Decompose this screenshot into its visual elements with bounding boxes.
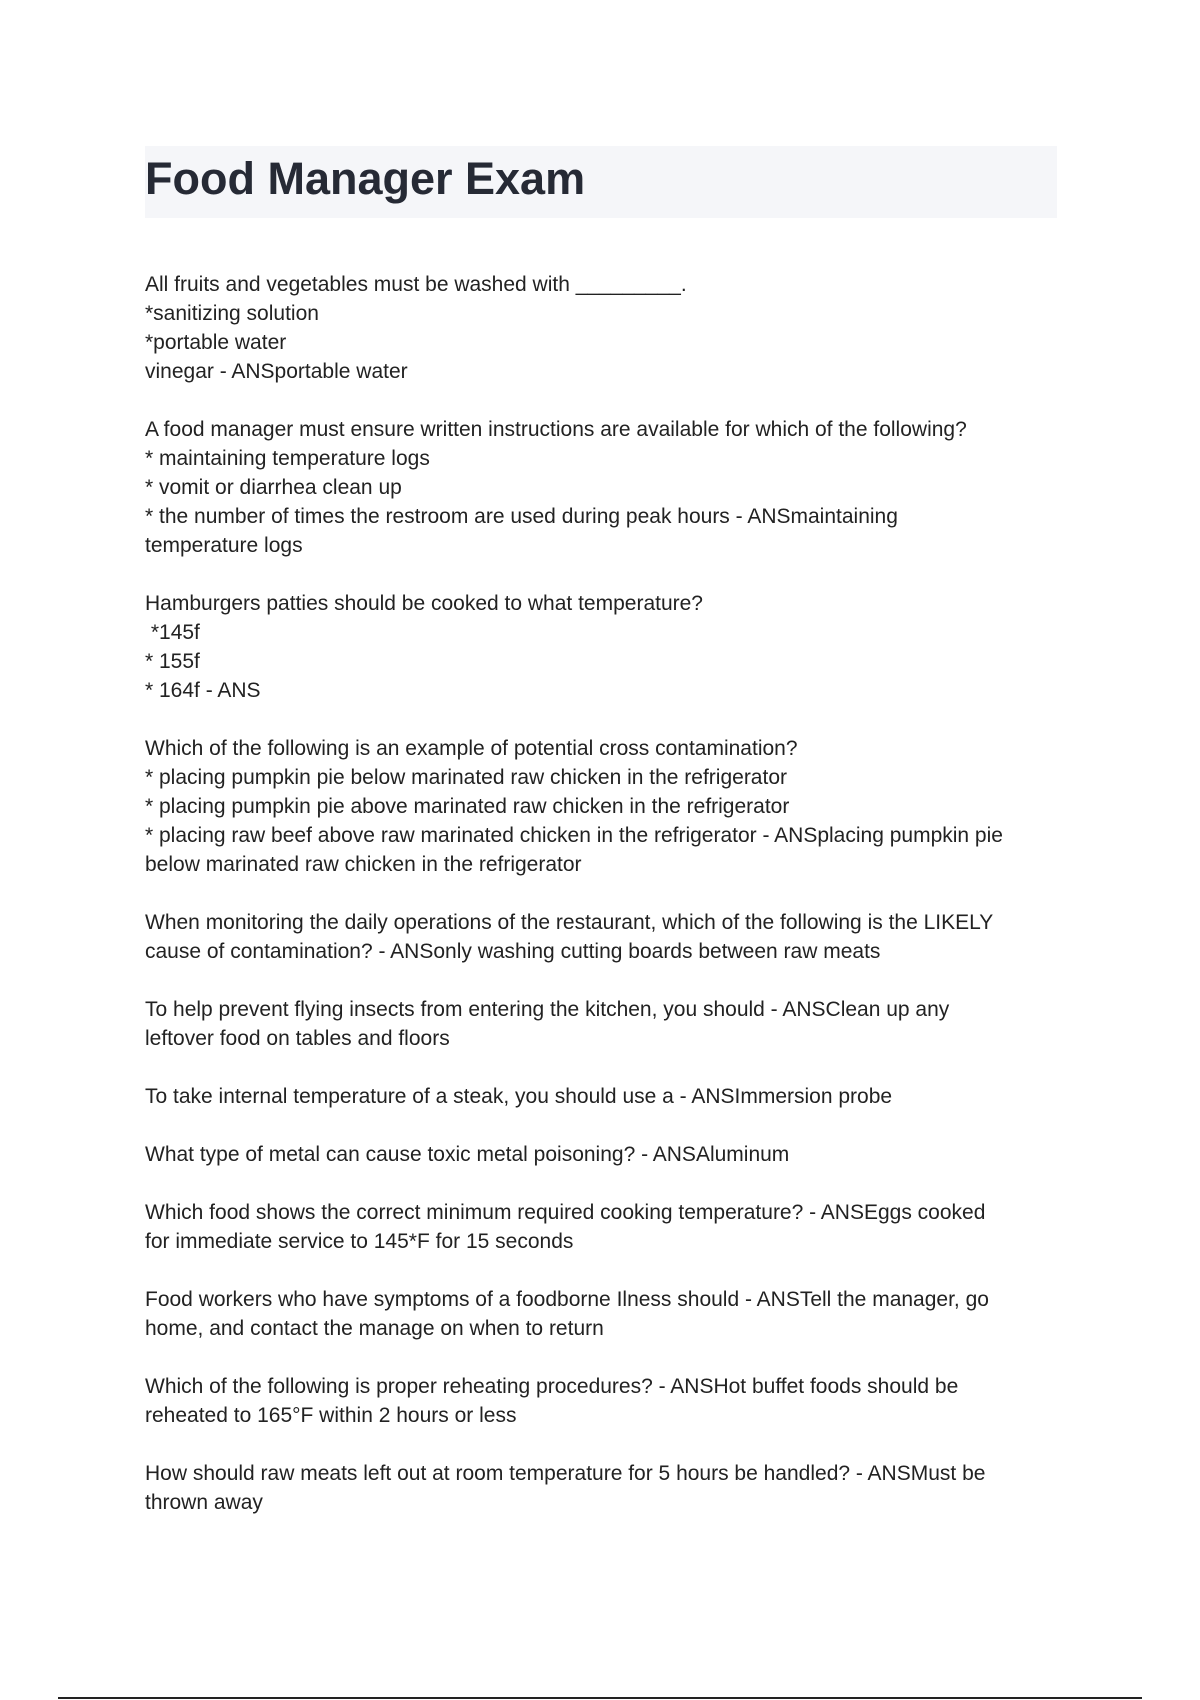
question-line: * placing pumpkin pie below marinated raw chicken in the refrigerator (145, 766, 787, 789)
question-line: *sanitizing solution (145, 302, 319, 325)
question-line: *145f (145, 621, 200, 644)
question-line: cause of contamination? - ANSonly washing cutting boards between raw meats (145, 940, 881, 963)
question-line: To take internal temperature of a steak, you should use a - ANSImmersion probe (145, 1085, 893, 1108)
question-item (145, 1285, 1065, 1343)
footer-divider (58, 1697, 1142, 1699)
question-line: To help prevent flying insects from entering the kitchen, you should - ANSClean up any (145, 998, 950, 1021)
question-item (145, 1082, 1065, 1111)
question-line: Hamburgers patties should be cooked to what temperature? (145, 592, 703, 615)
question-line: What type of metal can cause toxic metal poisoning? - ANSAluminum (145, 1143, 790, 1166)
question-line: All fruits and vegetables must be washed with _________. (145, 273, 687, 296)
question-line: * placing raw beef above raw marinated chicken in the refrigerator - ANSplacing pumpkin pie (145, 824, 1003, 847)
question-line: * the number of times the restroom are used during peak hours - ANSmaintaining (145, 505, 898, 528)
question-line: * 164f - ANS (145, 679, 261, 702)
title-banner (145, 146, 1057, 218)
question-line: When monitoring the daily operations of the restaurant, which of the following is the LIKELY (145, 911, 994, 934)
question-item (145, 1372, 1065, 1430)
question-line: How should raw meats left out at room temperature for 5 hours be handled? - ANSMust be (145, 1462, 986, 1485)
question-line: *portable water (145, 331, 287, 354)
question-line: Which of the following is an example of potential cross contamination? (145, 737, 798, 760)
question-item (145, 995, 1065, 1053)
question-item (145, 1198, 1065, 1256)
question-line: Food workers who have symptoms of a foodborne Ilness should - ANSTell the manager, go (145, 1288, 989, 1311)
question-item (145, 734, 1065, 879)
question-line: thrown away (145, 1491, 263, 1514)
page-title: Food Manager Exam (145, 153, 586, 204)
question-line: vinegar - ANSportable water (145, 360, 408, 383)
question-line: Which of the following is proper reheating procedures? - ANSHot buffet foods should be (145, 1375, 959, 1398)
question-line: below marinated raw chicken in the refrigerator (145, 853, 582, 876)
question-line: leftover food on tables and floors (145, 1027, 450, 1050)
question-list (145, 270, 1065, 1546)
question-line: * placing pumpkin pie above marinated raw chicken in the refrigerator (145, 795, 790, 818)
question-item (145, 1459, 1065, 1517)
question-item (145, 589, 1065, 705)
question-item (145, 270, 1065, 386)
question-line: * 155f (145, 650, 200, 673)
question-line: * vomit or diarrhea clean up (145, 476, 402, 499)
question-line: Which food shows the correct minimum required cooking temperature? - ANSEggs cooked (145, 1201, 986, 1224)
question-item (145, 908, 1065, 966)
question-line: temperature logs (145, 534, 303, 557)
question-line: for immediate service to 145*F for 15 seconds (145, 1230, 574, 1253)
question-line: home, and contact the manage on when to return (145, 1317, 604, 1340)
question-line: * maintaining temperature logs (145, 447, 430, 470)
question-item (145, 1140, 1065, 1169)
question-item (145, 415, 1065, 560)
question-line: A food manager must ensure written instructions are available for which of the following? (145, 418, 967, 441)
question-line: reheated to 165°F within 2 hours or less (145, 1404, 517, 1427)
